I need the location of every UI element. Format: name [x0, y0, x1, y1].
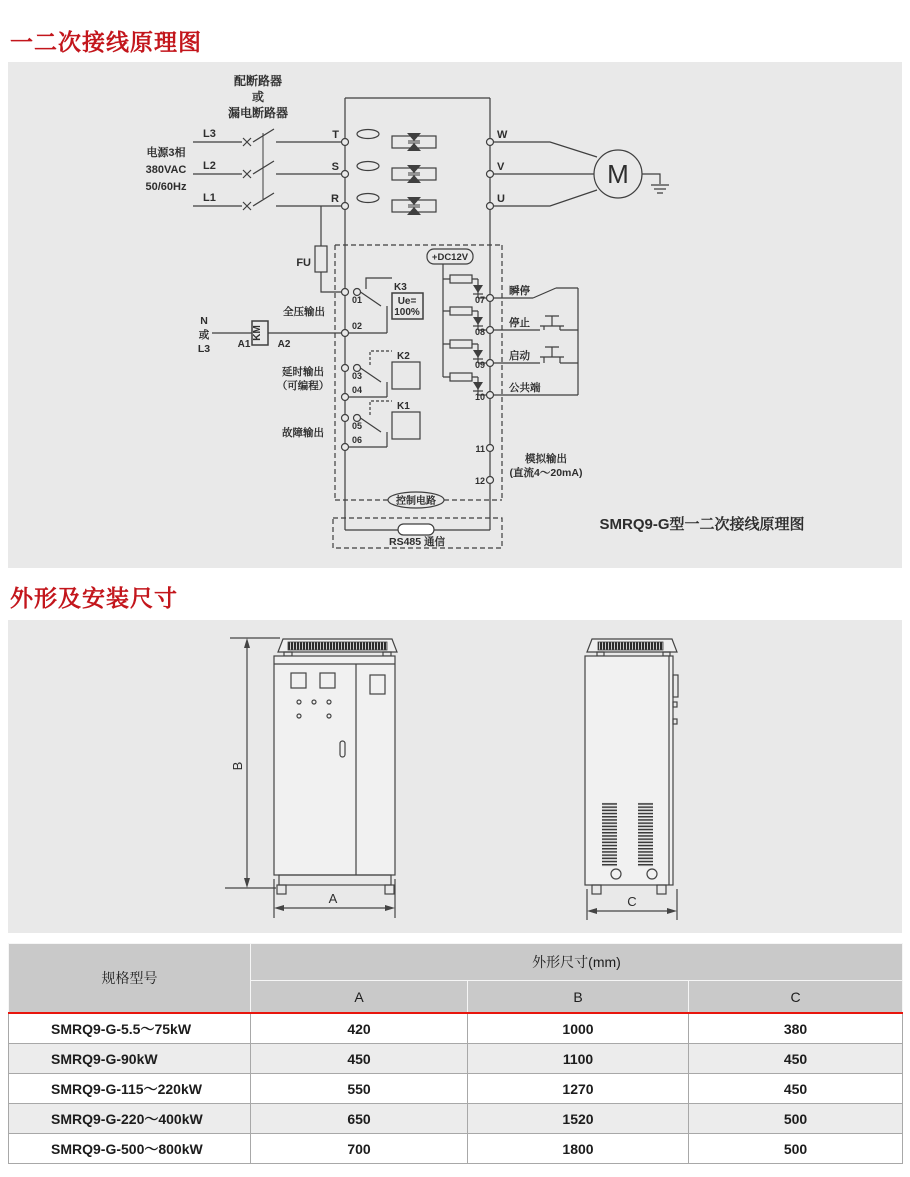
cabinet-side-body: [585, 656, 673, 885]
dimension-c-label: C: [627, 894, 637, 909]
column-header-dimensions: 外形尺寸(mm): [251, 944, 903, 981]
breaker-label: 配断路器: [233, 74, 283, 88]
section-title-wiring: 一二次接线原理图: [10, 29, 202, 55]
k2-label: K2: [397, 351, 410, 362]
dim-b-cell: 1520: [468, 1104, 689, 1134]
supply-label: 电源3相: [146, 147, 186, 159]
supply-label: 50/60Hz: [145, 181, 187, 193]
phase-l1-label: L1: [203, 192, 216, 204]
delay-output-label: 延时输出: [282, 366, 324, 378]
dim-b-cell: 1800: [468, 1134, 689, 1164]
dim-b-cell: 1270: [468, 1074, 689, 1104]
breaker-label: 漏电断路器: [227, 106, 289, 120]
top-vent-grille: [288, 642, 387, 650]
outline-dimensions-svg: [8, 620, 902, 933]
wiring-diagram-panel: [8, 62, 902, 568]
table-row: [9, 1104, 903, 1134]
model-cell: SMRQ9-G-115～220kW: [9, 1074, 251, 1104]
diagram-caption: SMRQ9-G型一二次接线原理图: [599, 516, 805, 533]
fault-output-label: 故障输出: [282, 427, 324, 439]
column-header-b: B: [468, 981, 689, 1014]
terminal-11-label: 11: [475, 444, 485, 454]
dimension-b-label: B: [230, 761, 245, 771]
terminal-10-label: 10: [474, 392, 485, 402]
terminal-u-label: U: [497, 193, 505, 205]
terminal-07-label: 07: [474, 295, 485, 305]
fuse-symbol: [315, 246, 327, 272]
current-transformer-icon: [357, 130, 379, 139]
supply-label: 380VAC: [145, 164, 187, 176]
terminal-01-label: 01: [352, 295, 363, 305]
analog-output-label: 模拟输出: [525, 453, 567, 465]
ground-icon: [642, 174, 669, 193]
table-row: [9, 1074, 903, 1104]
model-cell: SMRQ9-G-220～400kW: [9, 1104, 251, 1134]
wiring-diagram-lines: [193, 98, 669, 548]
k2-relay-box: [392, 362, 420, 389]
terminal-v-label: V: [497, 161, 505, 173]
cabinet-side-view: [585, 639, 678, 920]
current-transformer-icon: [357, 162, 379, 171]
top-vent-grille: [598, 642, 663, 650]
neutral-label: L3: [197, 343, 211, 355]
column-header-a: A: [251, 981, 468, 1014]
dimensions-panel: [8, 620, 902, 933]
model-cell: SMRQ9-G-500～800kW: [9, 1134, 251, 1164]
door-hinge: [673, 675, 678, 697]
dimension-a-label: A: [328, 891, 338, 906]
dim-a-cell: 700: [251, 1134, 468, 1164]
terminal-06-label: 06: [352, 435, 363, 445]
model-cell: SMRQ9-G-90kW: [9, 1044, 251, 1074]
phase-l2-label: L2: [203, 160, 216, 172]
neutral-label: 或: [198, 329, 210, 341]
breaker-label: 或: [251, 90, 265, 104]
terminal-s-label: S: [331, 161, 339, 173]
control-circuit-label: 控制电路: [396, 496, 436, 507]
fuse-label: FU: [296, 257, 311, 269]
dim-a-cell: 450: [251, 1044, 468, 1074]
dim-a-cell: 550: [251, 1074, 468, 1104]
dim-c-cell: 500: [689, 1104, 903, 1134]
k3-label: K3: [394, 282, 407, 293]
dimension-spec-table: [8, 943, 903, 1164]
dim-b-cell: 1100: [468, 1044, 689, 1074]
model-cell: SMRQ9-G-5.5～75kW: [9, 1013, 251, 1044]
terminal-04-label: 04: [352, 385, 363, 395]
dim-a-cell: 650: [251, 1104, 468, 1134]
neutral-label: N: [200, 315, 208, 327]
table-row: [9, 1134, 903, 1164]
dc12v-label: +DC12V: [431, 252, 469, 263]
primary-secondary-wiring-svg: [8, 62, 902, 568]
terminal-09-label: 09: [474, 360, 485, 370]
dim-c-cell: 380: [689, 1013, 903, 1044]
side-vent-slot: [602, 802, 617, 867]
column-header-model: 规格型号: [9, 944, 251, 1014]
pushbutton-wiring: [494, 288, 578, 395]
current-transformer-icon: [357, 194, 379, 203]
terminal-r-label: R: [331, 193, 339, 205]
cabinet-front-view: [225, 638, 397, 918]
phase-l3-label: L3: [203, 128, 216, 140]
terminal-w-label: W: [497, 129, 508, 141]
delay-output-label: （可编程）: [276, 380, 330, 392]
k1-relay-box: [392, 412, 420, 439]
pause-button-label: 瞬停: [509, 285, 530, 297]
column-header-c: C: [689, 981, 903, 1014]
section-title-dimensions: 外形及安装尺寸: [10, 585, 178, 611]
dim-c-cell: 450: [689, 1044, 903, 1074]
dim-c-cell: 450: [689, 1074, 903, 1104]
rs485-label: RS485 通信: [388, 536, 446, 548]
dim-c-cell: 500: [689, 1134, 903, 1164]
dim-a-cell: 420: [251, 1013, 468, 1044]
table-row: [9, 1044, 903, 1074]
cabinet-body: [274, 656, 395, 875]
terminal-12-label: 12: [474, 476, 485, 486]
rs485-pill: [398, 524, 434, 535]
table-row: [9, 1013, 903, 1044]
ue-label: Ue=: [397, 296, 417, 307]
full-voltage-output-label: 全压输出: [283, 306, 325, 318]
dim-b-cell: 1000: [468, 1013, 689, 1044]
side-vent-slot: [638, 802, 653, 867]
motor-label: M: [607, 159, 629, 189]
ue-value-label: 100%: [394, 307, 420, 318]
terminal-03-label: 03: [352, 371, 363, 381]
stop-button-label: 停止: [509, 317, 530, 329]
km-label: KM: [252, 325, 263, 341]
analog-output-range-label: (直流4～20mA): [509, 467, 583, 479]
start-button-label: 启动: [509, 350, 530, 362]
terminal-02-label: 02: [352, 321, 363, 331]
common-terminal-label: 公共端: [509, 382, 541, 394]
km-a1-label: A1: [237, 339, 251, 350]
km-a2-label: A2: [277, 339, 291, 350]
terminal-05-label: 05: [352, 421, 363, 431]
terminal-t-label: T: [332, 129, 339, 141]
k1-label: K1: [397, 401, 410, 412]
thyristor-module-icons: [392, 133, 436, 215]
terminal-08-label: 08: [474, 327, 485, 337]
